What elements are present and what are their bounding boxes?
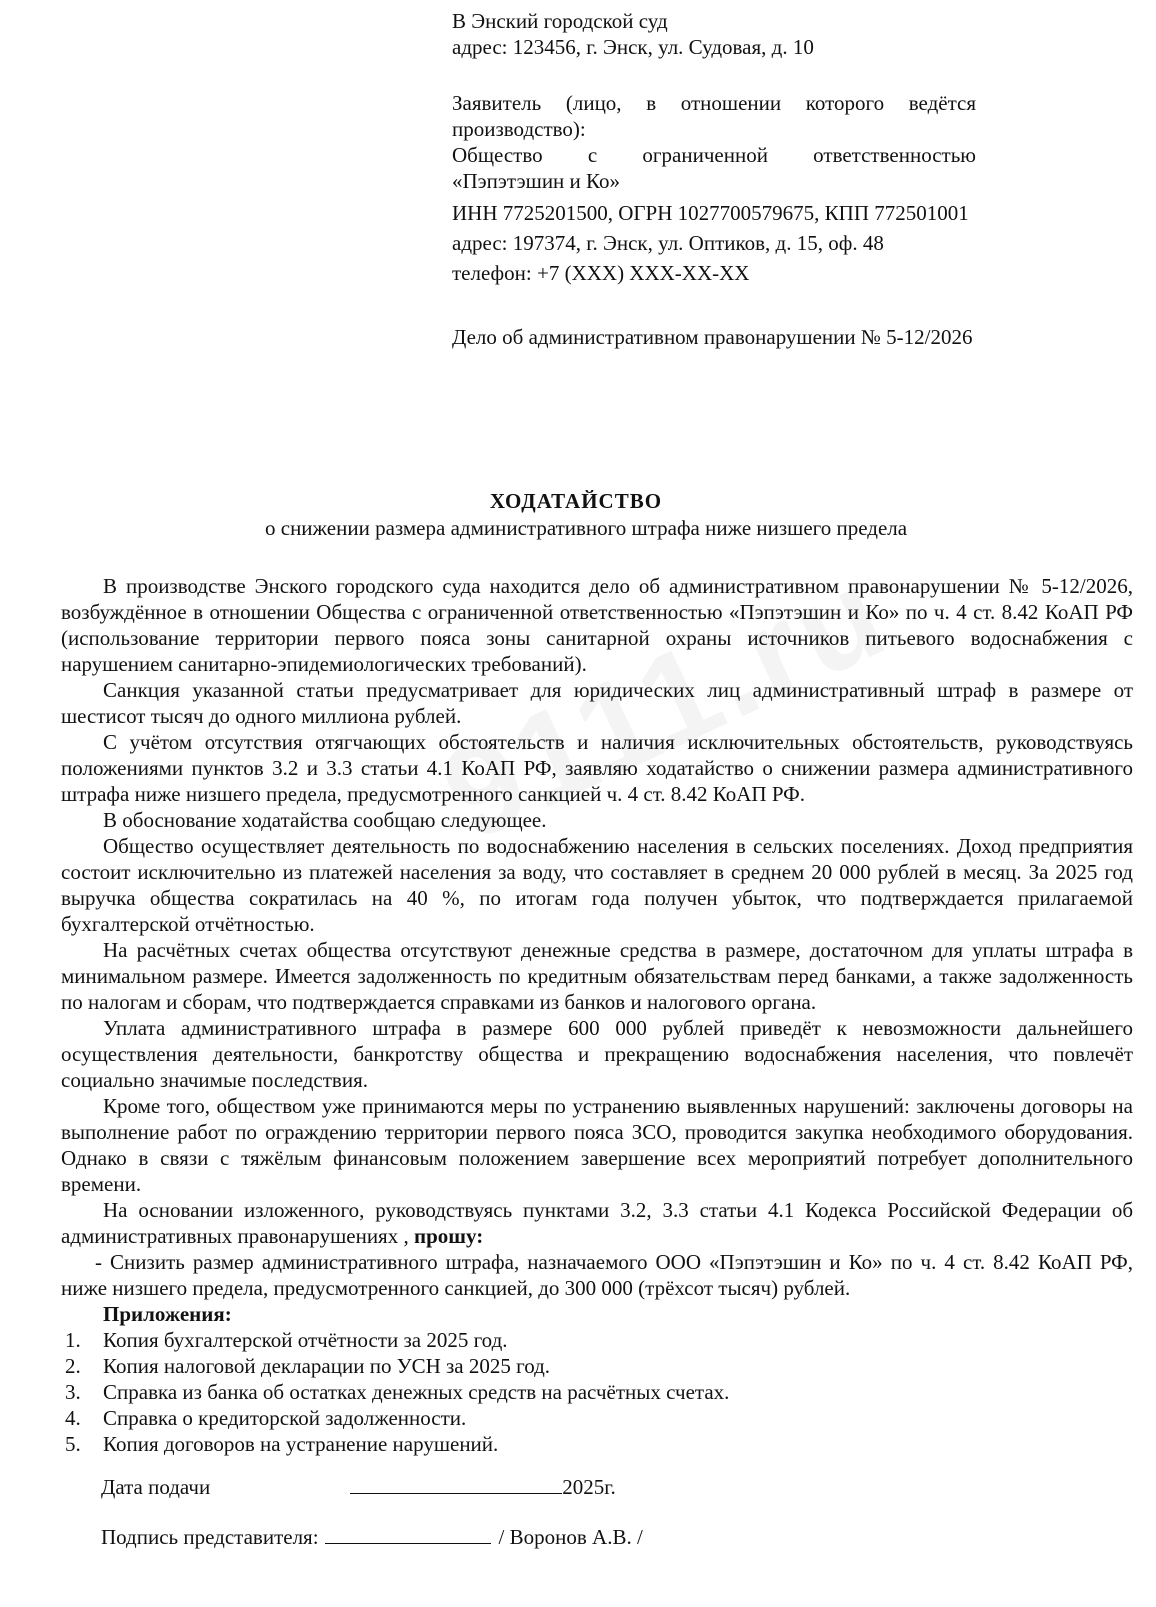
company-name-line2: «Пэпэтэшин и Ко» [452, 169, 620, 193]
addressee-block [452, 8, 976, 350]
paragraph: Санкция указанной статьи предусматривает для юридических лиц административный штраф в размере от шестисот тысяч до одного миллиона рублей. [61, 678, 1133, 728]
court-address: адрес: 123456, г. Энск, ул. Судовая, д. 10 [452, 35, 814, 59]
submission-date-row [101, 1474, 616, 1500]
paragraph: В обоснование ходатайства сообщаю следующее. [103, 808, 547, 832]
signature-row [101, 1524, 643, 1550]
list-item: 1. Копия бухгалтерской отчётности за 2025 год. [65, 1328, 508, 1352]
list-item: 3. Справка из банка об остатках денежных средств на расчётных счетах. [65, 1380, 730, 1404]
paragraph: На расчётных счетах общества отсутствуют денежные средства в размере, достаточном для уплаты штрафа в минимальном размере. Имеется задолженность по кредитным обязательствам перед банками, а также задолженность по налогам и сборам, что подтверждается справками из банков и налогового органа. [61, 938, 1133, 1014]
paragraph: Общество осуществляет деятельность по водоснабжению населения в сельских поселениях. Доход предприятия состоит исключительно из платежей населения за воду, что составляет в среднем 20 000 рублей в месяц. За 2025 год выручка общества сократилась на 40 %, по итогам года получен убыток, что подтверждается прилагаемой бухгалтерской отчётностью. [61, 834, 1133, 936]
company-ids: ИНН 7725201500, ОГРН 1027700579675, КПП 772501001 [452, 201, 969, 225]
signature-label: Подпись представителя: [101, 1525, 319, 1549]
request-item: - Снизить размер административного штрафа, назначаемого ООО «Пэпэтэшин и Ко» по ч. 4 ст. 8.42 КоАП РФ, ниже низшего предела, предусмотренного санкцией, до 300 000 (трёхсот тысяч) рублей. [61, 1250, 1133, 1300]
document-title: ХОДАТАЙСТВО [489, 489, 663, 513]
date-blank [350, 1475, 562, 1494]
signature-blank [325, 1525, 491, 1544]
paragraph: С учётом отсутствия отягчающих обстоятельств и наличия исключительных обстоятельств, руководствуясь положениями пунктов 3.2 и 3.3 статьи 4.1 КоАП РФ, заявляю ходатайство о снижении размера административного штрафа ниже низшего предела, предусмотренного санкцией ч. 4 ст. 8.42 КоАП РФ. [61, 730, 1133, 806]
date-label: Дата подачи [101, 1475, 211, 1499]
case-number: Дело об административном правонарушении № 5-12/2026 [452, 325, 973, 349]
date-suffix: 2025г. [562, 1475, 616, 1499]
closing-paragraph [61, 1197, 1133, 1249]
company-name-line1: Общество с ограниченной ответственностью [452, 143, 976, 167]
signature-name: / Воронов А.В. / [498, 1525, 643, 1549]
company-phone: телефон: +7 (XXX) XXX-XX-XX [452, 261, 750, 285]
attachments-heading: Приложения: [103, 1302, 232, 1326]
document-body [61, 573, 1133, 1457]
document-subtitle: о снижении размера административного штрафа ниже низшего предела [265, 516, 908, 540]
prosim-label: прошу: [413, 1224, 484, 1248]
list-item: 4. Справка о кредиторской задолженности. [65, 1406, 467, 1430]
closing-text: На основании изложенного, руководствуясь пунктами 3.2, 3.3 статьи 4.1 Кодекса Российской Федерации об административных правонарушениях , [61, 1198, 1133, 1248]
attachments-list [61, 1327, 1133, 1457]
list-item: 2. Копия налоговой декларации по УСН за 2025 год. [65, 1354, 551, 1378]
company-address: адрес: 197374, г. Энск, ул. Оптиков, д. 15, оф. 48 [452, 231, 884, 255]
paragraph: Уплата административного штрафа в размере 600 000 рублей приведёт к невозможности дальнейшего осуществления деятельности, банкротству общества и прекращению водоснабжения населения, что повлечёт социально значимые последствия. [61, 1016, 1133, 1092]
court-name: В Энский городской суд [452, 9, 668, 33]
list-item: 5. Копия договоров на устранение нарушений. [65, 1432, 499, 1456]
paragraph: В производстве Энского городского суда находится дело об административном правонарушении № 5-12/2026, возбуждённое в отношении Общества с ограниченной ответственностью «Пэпэтэшин и Ко» по ч. 4 ст. 8.42 КоАП РФ (использование территории первого пояса зоны санитарной охраны источников питьевого водоснабжения с нарушением санитарно-эпидемиологических требований). [61, 574, 1133, 676]
paragraph: Кроме того, обществом уже принимаются меры по устранению выявленных нарушений: заключены договоры на выполнение работ по ограждению территории первого пояса ЗСО, проводится закупка необходимого оборудования. Однако в связи с тяжёлым финансовым положением завершение всех мероприятий потребует дополнительного времени. [61, 1094, 1133, 1196]
applicant-label: Заявитель (лицо, в отношении которого ведётся производство): [452, 91, 976, 141]
